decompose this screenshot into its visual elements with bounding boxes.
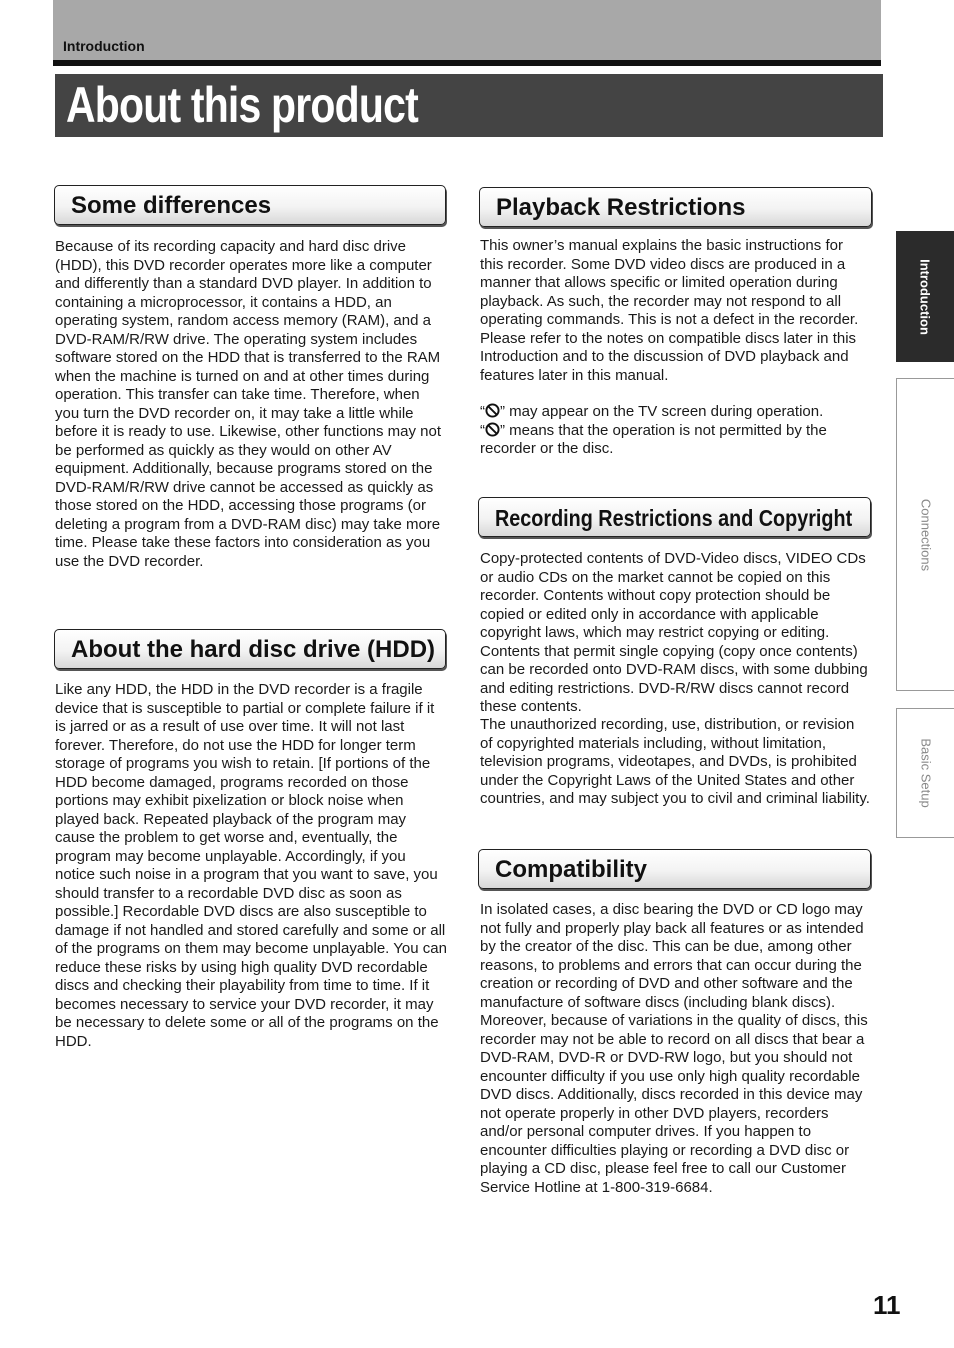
heading-playback-text: Playback Restrictions [496,194,746,221]
heading-recording-restrictions [478,497,871,537]
recording-body-2: The unauthorized recording, use, distribution, or revision of copyrighted materials including, without limitation, television programs, videotapes, and DVDs, is prohibited under the Copyright Laws of the United States and other countries, and may subject you to civil and criminal liability. [480,716,870,807]
prohibited-icon [485,403,500,418]
side-tab-basic-setup[interactable] [896,708,954,838]
side-tab-introduction[interactable] [896,231,954,362]
heading-hdd-text: About the hard disc drive (HDD) [71,636,436,663]
playback-note-1-text: ” may appear on the TV screen during operation. [500,403,824,420]
hdd-body: Like any HDD, the HDD in the DVD recorder is a fragile device that is susceptible to partial or complete failure if it is jarred or as a result of use over time. It will not last forever. Therefore, do not use the HDD for longer term storage of programs you wish to retain. [If portions of the HDD become damaged, programs recorded on those portions may exhibit pixelization or block noise when played back. Repeated playback of the program may cause the problem to get worse and, eventually, the program may become unplayable. Accordingly, if you notice such noise in a program that you want to save, you should transfer to a recordable DVD disc as soon as possible.] Recordable DVD discs are also susceptible to damage if not handled and stored carefully and some or all of the programs on them may become unplayable. You can reduce these risks by using high quality DVD recordable discs and checking their playability from time to time. If it becomes necessary to service your DVD recorder, it may be necessary to delete some or all of the programs on the HDD. [55,681,447,1050]
header-band [53,0,881,60]
heading-playback-restrictions [479,187,872,227]
side-tab-introduction-label: Introduction [917,258,933,335]
playback-body: This owner’s manual explains the basic instructions for this recorder. Some DVD video discs are produced in a manner that allows specific or limited operation during playback. As such, the recorder may not respond to all operating commands. This is not a defect in the recorder. Please refer to the notes on compatible discs later in this Introduction and to the discussion of DVD playback and features later in this manual. [480,237,859,384]
playback-note-2-open: “ [480,421,485,439]
playback-note-1-open: “ [480,403,485,420]
recording-body: Copy-protected contents of DVD-Video discs, VIDEO CDs or audio CDs on the market cannot be copied on this recorder. Contents without copy protection should be copied or edited only in accordance with applicable copyright laws, which may restrict copying or editing. Contents that permit single copying (copy once contents) can be recorded onto DVD-RAM discs, with some dubbing and editing restrictions. DVD-R/RW discs cannot record these contents. [480,550,868,715]
section-label: Introduction [63,38,145,54]
heading-compatibility-text: Compatibility [495,856,648,883]
side-tab-basic-setup-label: Basic Setup [918,738,933,808]
some-differences-body: Because of its recording capacity and hard disc drive (HDD), this DVD recorder operates more like a computer and differently than a standard DVD player. In addition to containing a microprocessor, it contains a HDD, an operating system, random access memory (RAM), and a DVD-RAM/R/RW drive. The operating system includes software stored on the HDD that is transferred to the RAM when the machine is turned on and at other times during operation. This transfer can take time. Therefore, when you turn the DVD recorder on, it may take a little while before it is ready to use. Likewise, other functions may not be performed as quickly as they would on other AV equipment. Additionally, because programs stored on the DVD-RAM/R/RW drive cannot be accessed as quickly as those stored on the HDD, accessing those programs (or deleting a program from a DVD-RAM disc) may take more time. Please take these factors into consideration as you use the DVD recorder. [55,238,442,570]
heading-hdd [54,629,446,669]
playback-note-2-text: ” means that the operation is not permitted by the recorder or the disc. [480,421,827,457]
page-title: About this product [66,77,418,133]
side-tab-connections-label: Connections [918,498,933,571]
side-tab-connections[interactable] [896,378,954,691]
compatibility-body: In isolated cases, a disc bearing the DVD or CD logo may not fully and properly play back all features or as intended by the creator of the disc. This can be due, among other reasons, to problems and errors that can occur during the creation or recording of DVD and other software and the manufacture of software discs (including blank discs). Moreover, because of variations in the quality of discs, this recorder may not be able to record on all discs that bear a DVD-RAM, DVD-R or DVD-RW logo, but you should not encounter difficulty if you use only high quality recordable DVD discs. Additionally, discs recorded in this device may not operate properly in other DVD players, recorders and/or personal computer drives. If you happen to encounter difficulties playing or recording a DVD disc or playing a CD disc, please feel free to call our Customer Service Hotline at 1-800-319-6684. [480,901,868,1196]
prohibited-icon [485,422,500,437]
heading-compatibility [478,849,871,889]
playback-note-1 [480,403,870,459]
heading-recording-text: Recording Restrictions and Copyright [495,505,853,531]
page-number: 11 [873,1290,901,1320]
heading-some-differences [54,185,446,225]
header-rule [53,60,881,66]
heading-some-differences-text: Some differences [71,192,272,219]
